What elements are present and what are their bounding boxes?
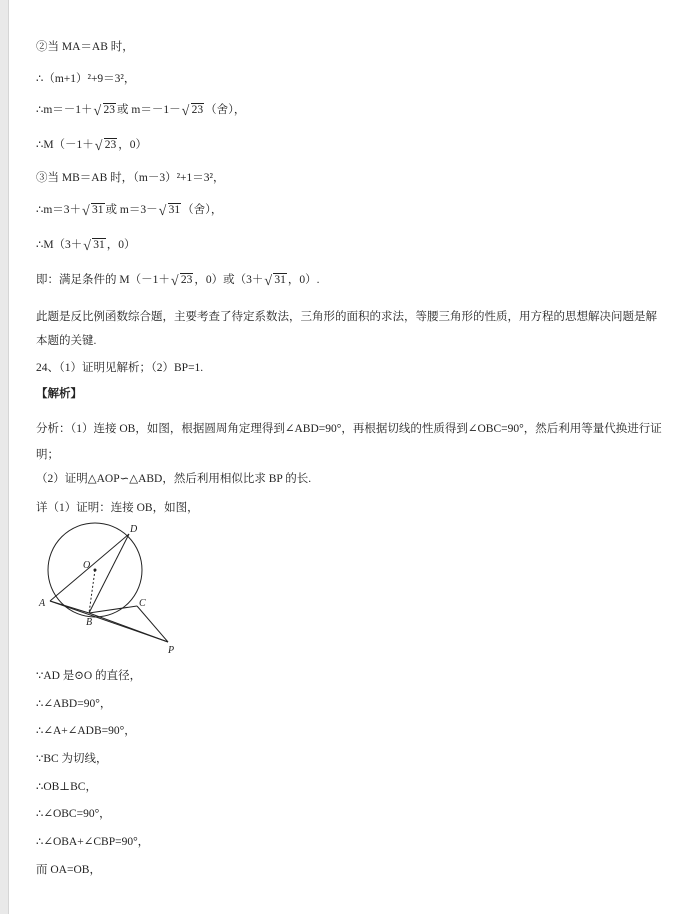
text-line-13: （2）证明△AOP∽△ABD，然后利用相似比求 BP 的长.: [36, 473, 312, 485]
text-line-6: [36, 202, 222, 218]
geometry-figure: [37, 518, 187, 658]
tangent-bc: [89, 606, 137, 613]
text-line-10: 24、（1）证明见解析；（2）BP=1.: [36, 362, 204, 374]
document-page: [8, 0, 692, 914]
label-b: B: [86, 617, 93, 628]
text-line-8-mid: ，0）或（3＋: [194, 274, 264, 286]
text-line-3-mid: 或 m＝－1－: [117, 104, 181, 116]
text-line-19: ∴OB⊥BC，: [36, 781, 97, 793]
text-line-5: ③当 MB＝AB 时，（m－3）²+1＝3²，: [36, 172, 225, 184]
sqrt-31: √ 31: [83, 239, 105, 254]
text-line-1: ②当 MA＝AB 时，: [36, 41, 134, 53]
label-p: P: [168, 645, 175, 656]
text-line-12: 分析：（1）连接 OB，如图，根据圆周角定理得到∠ABD=90°，再根据切线的性质得到∠OBC=90°，然后利用等量代换进行证明；: [36, 423, 662, 461]
label-o: O: [83, 560, 91, 571]
text-line-6-post: （舍），: [182, 204, 223, 216]
section-heading-analysis: 【解析】: [36, 388, 82, 400]
sqrt-31: √ 31: [158, 204, 181, 219]
text-line-6-pre: ∴m＝3＋: [36, 204, 82, 216]
text-line-7: [36, 237, 136, 253]
text-line-3-pre: ∴m＝－1＋: [36, 104, 93, 116]
text-line-18: ∵BC 为切线，: [36, 753, 108, 765]
text-line-4: [36, 137, 147, 153]
text-line-4-post: ，0）: [118, 139, 148, 151]
text-line-17: ∴∠A+∠ADB=90°，: [36, 725, 136, 737]
text-line-3-post: （舍），: [205, 104, 246, 116]
text-line-4-pre: ∴M（－1＋: [36, 139, 94, 151]
sqrt-23: √ 23: [170, 274, 193, 289]
sqrt-31: √ 31: [264, 274, 286, 289]
text-line-9: 此题是反比例函数综合题，主要考查了待定系数法，三角形的面积的求法，等腰三角形的性质，用方程的思想解决问题是解本题的关键.: [36, 311, 657, 347]
text-line-16: ∴∠ABD=90°，: [36, 698, 112, 710]
text-line-7-post: ，0）: [106, 239, 136, 251]
sqrt-23: √ 23: [93, 104, 116, 119]
text-line-6-mid: 或 m＝3－: [105, 204, 158, 216]
text-line-22: 而 OA=OB，: [36, 864, 101, 876]
center-point: [94, 569, 97, 572]
label-d: D: [130, 524, 138, 535]
label-c: C: [139, 598, 146, 609]
text-line-8-pre: 即：满足条件的 M（－1＋: [36, 274, 170, 286]
text-line-21: ∴∠OBA+∠CBP=90°，: [36, 836, 150, 848]
text-line-20: ∴∠OBC=90°，: [36, 808, 111, 820]
sqrt-23: √ 23: [181, 104, 204, 119]
text-line-2: ∴（m+1）²+9＝3²，: [36, 73, 136, 85]
text-line-8-post: ，0）.: [287, 274, 320, 286]
sqrt-23: √ 23: [94, 139, 117, 154]
text-line-15: ∵AD 是⊙O 的直径，: [36, 670, 142, 682]
sqrt-31: √ 31: [82, 204, 104, 219]
text-line-8: [36, 272, 319, 288]
text-line-14: 详（1）证明：连接 OB，如图，: [36, 502, 199, 514]
label-a: A: [39, 598, 46, 609]
text-line-3: [36, 102, 245, 118]
segment-bd: [89, 534, 129, 613]
text-line-7-pre: ∴M（3＋: [36, 239, 83, 251]
